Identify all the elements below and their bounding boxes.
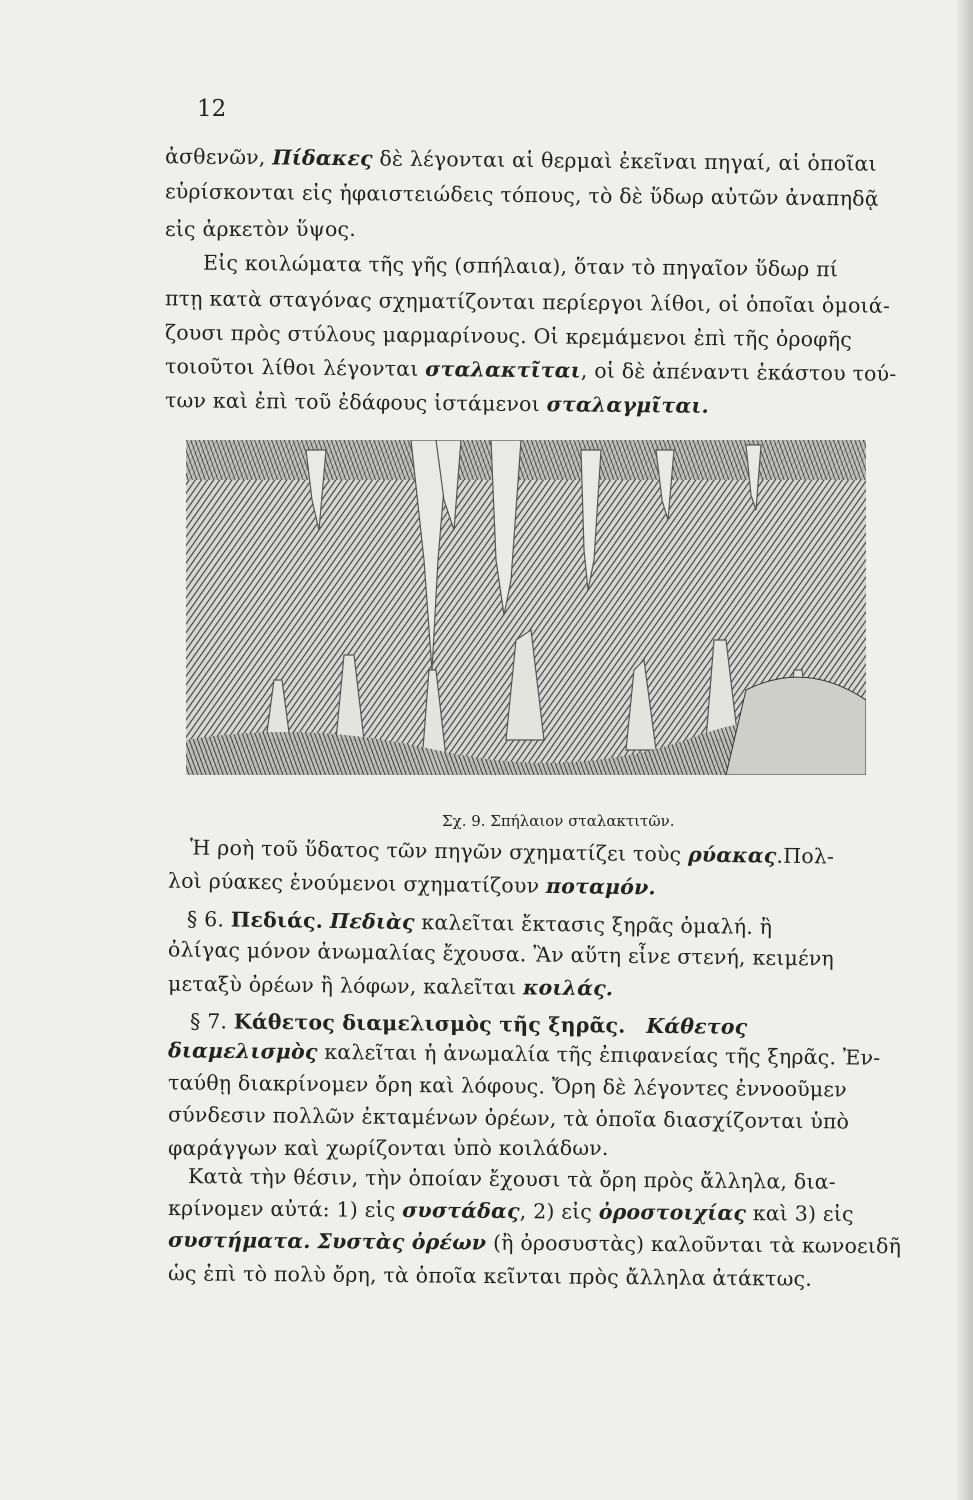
text-span: μεταξὺ ὀρέων ἢ λόφων, καλεῖται: [167, 971, 524, 1000]
term-koilas: κοιλάς.: [522, 975, 614, 1001]
text-line: [165, 142, 877, 177]
text-line: [168, 867, 656, 902]
text-line: ζουσι πρὸς στύλους μαρμαρίνους. Οἱ κρεμάμενοι ἐπὶ τῆς ὀροφῆς: [164, 320, 853, 352]
term-ryakas: ρύακας: [687, 842, 777, 868]
text-line: εἰς ἀρκετὸν ὕψος.: [165, 217, 356, 241]
text-span: ἀσθενῶν,: [164, 144, 273, 170]
text-line: Εἰς κοιλώματα τῆς γῆς (σπήλαια), ὅταν τὸ πηγαῖον ὕδωρ πί: [202, 250, 839, 282]
text-line: φαράγγων καὶ χωρίζονται ὑπὸ κοιλάδων.: [168, 1136, 609, 1160]
text-line: πτῃ κατὰ σταγόνας σχηματίζονται περίεργοι λίθοι, οἱ ὁποῖαι ὁμοιά-: [164, 286, 891, 318]
term-potamon: ποταμόν.: [545, 873, 657, 900]
term-stalaktites: σταλακτῖται: [425, 356, 581, 383]
text-line: ταύθῃ διακρίνομεν ὄρη καὶ λόφους. Ὄρη δὲ λέγοντες ἐννοοῦμεν: [167, 1070, 847, 1102]
text-line: Κατὰ τὴν θέσιν, τὴν ὁποίαν ἔχουσι τὰ ὄρη πρὸς ἄλληλα, δια-: [187, 1164, 836, 1194]
text-line: [190, 834, 835, 871]
term-orostoichias: ὀροστοιχίας: [598, 1199, 747, 1226]
text-line: [168, 1194, 854, 1228]
text-line: ὀλίγας μόνον ἀνωμαλίας ἔχουσα. Ἂν αὕτη εἶνε στενή, κειμένη: [167, 937, 835, 971]
text-span: (ἢ ὀροσυστὰς) καλοῦνται τὰ κωνοειδῆ: [486, 1230, 902, 1259]
text-span: κρίνομεν αὐτά: 1) εἰς: [167, 1196, 403, 1223]
term-diamelismos: διαμελισμὸς: [167, 1038, 318, 1064]
text-line: εὑρίσκονται εἰς ἡφαιστειώδεις τόπους, τὸ δὲ ὕδωρ αὐτῶν ἀναπηδᾷ: [164, 179, 879, 211]
text-line: [168, 970, 613, 1003]
text-span: , 2) εἰς: [519, 1199, 599, 1224]
text-span: .Πολ-: [776, 843, 835, 869]
cave-ceiling: [186, 440, 866, 480]
text-span: τοιοῦτοι λίθοι λέγονται: [164, 354, 426, 381]
term-stalagmites: σταλαγμῖται.: [546, 392, 710, 418]
term-systas-oreon: Συστὰς ὀρέων: [317, 1229, 487, 1255]
term-systadas: συστάδας: [402, 1198, 520, 1224]
text-span: των καὶ ἐπὶ τοῦ ἐδάφους ἱστάμενοι: [164, 388, 547, 417]
text-line: [168, 1226, 901, 1260]
text-line: [168, 1036, 881, 1071]
section-6-title: Πεδιάς.: [230, 907, 324, 933]
text-line: [165, 352, 897, 388]
foreground-rock: [726, 677, 866, 775]
text-span: λοὶ ρύακες ἑνούμενοι σχηματίζουν: [167, 868, 547, 898]
text-span: καλεῖται ἔκτασις ξηρᾶς ὁμαλή. ἢ: [414, 910, 773, 940]
text-span: δὲ λέγονται αἱ θερμαὶ ἐκεῖναι πηγαί, αἱ ὁποῖαι: [372, 146, 877, 176]
section-7-heading-line: [190, 1007, 748, 1041]
text-span: Ἡ ροὴ τοῦ ὕδατος τῶν πηγῶν σχηματίζει τοὺς: [189, 835, 689, 867]
cave-illustration: [186, 440, 866, 775]
section-6-heading-line: [187, 905, 773, 941]
text-span: , οἱ δὲ ἀπέναντι ἑκάστου τού-: [580, 358, 897, 386]
term-pedias: Πεδιὰς: [329, 908, 415, 935]
page-edge-shadow: [955, 0, 973, 1500]
term-kathetos: Κάθετος: [646, 1013, 748, 1039]
text-span: καὶ 3) εἰς: [745, 1201, 854, 1226]
text-line: [165, 386, 709, 420]
term-systimata: συστήματα.: [167, 1227, 311, 1254]
section-7-title: Κάθετος διαμελισμὸς τῆς ξηρᾶς.: [233, 1009, 626, 1038]
text-line: σύνδεσιν πολλῶν ἐκταμένων ὀρέων, τὰ ὁποῖα διασχίζονται ὑπὸ: [167, 1102, 850, 1134]
section-6-number: § 6.: [186, 906, 225, 932]
section-7-number: § 7.: [189, 1009, 228, 1034]
page-number: 12: [197, 96, 227, 122]
text-span: καλεῖται ἡ ἀνωμαλία τῆς ἐπιφανείας τῆς ξηρᾶς. Ἐν-: [317, 1039, 881, 1070]
text-line: ὡς ἐπὶ τὸ πολὺ ὄρη, τὰ ὁποῖα κεῖνται πρὸς ἄλληλα ἀτάκτως.: [167, 1261, 813, 1291]
figure-caption: Σχ. 9. Σπήλαιον σταλακτιτῶν.: [442, 812, 675, 830]
term-pidakes: Πίδακες: [272, 145, 373, 171]
